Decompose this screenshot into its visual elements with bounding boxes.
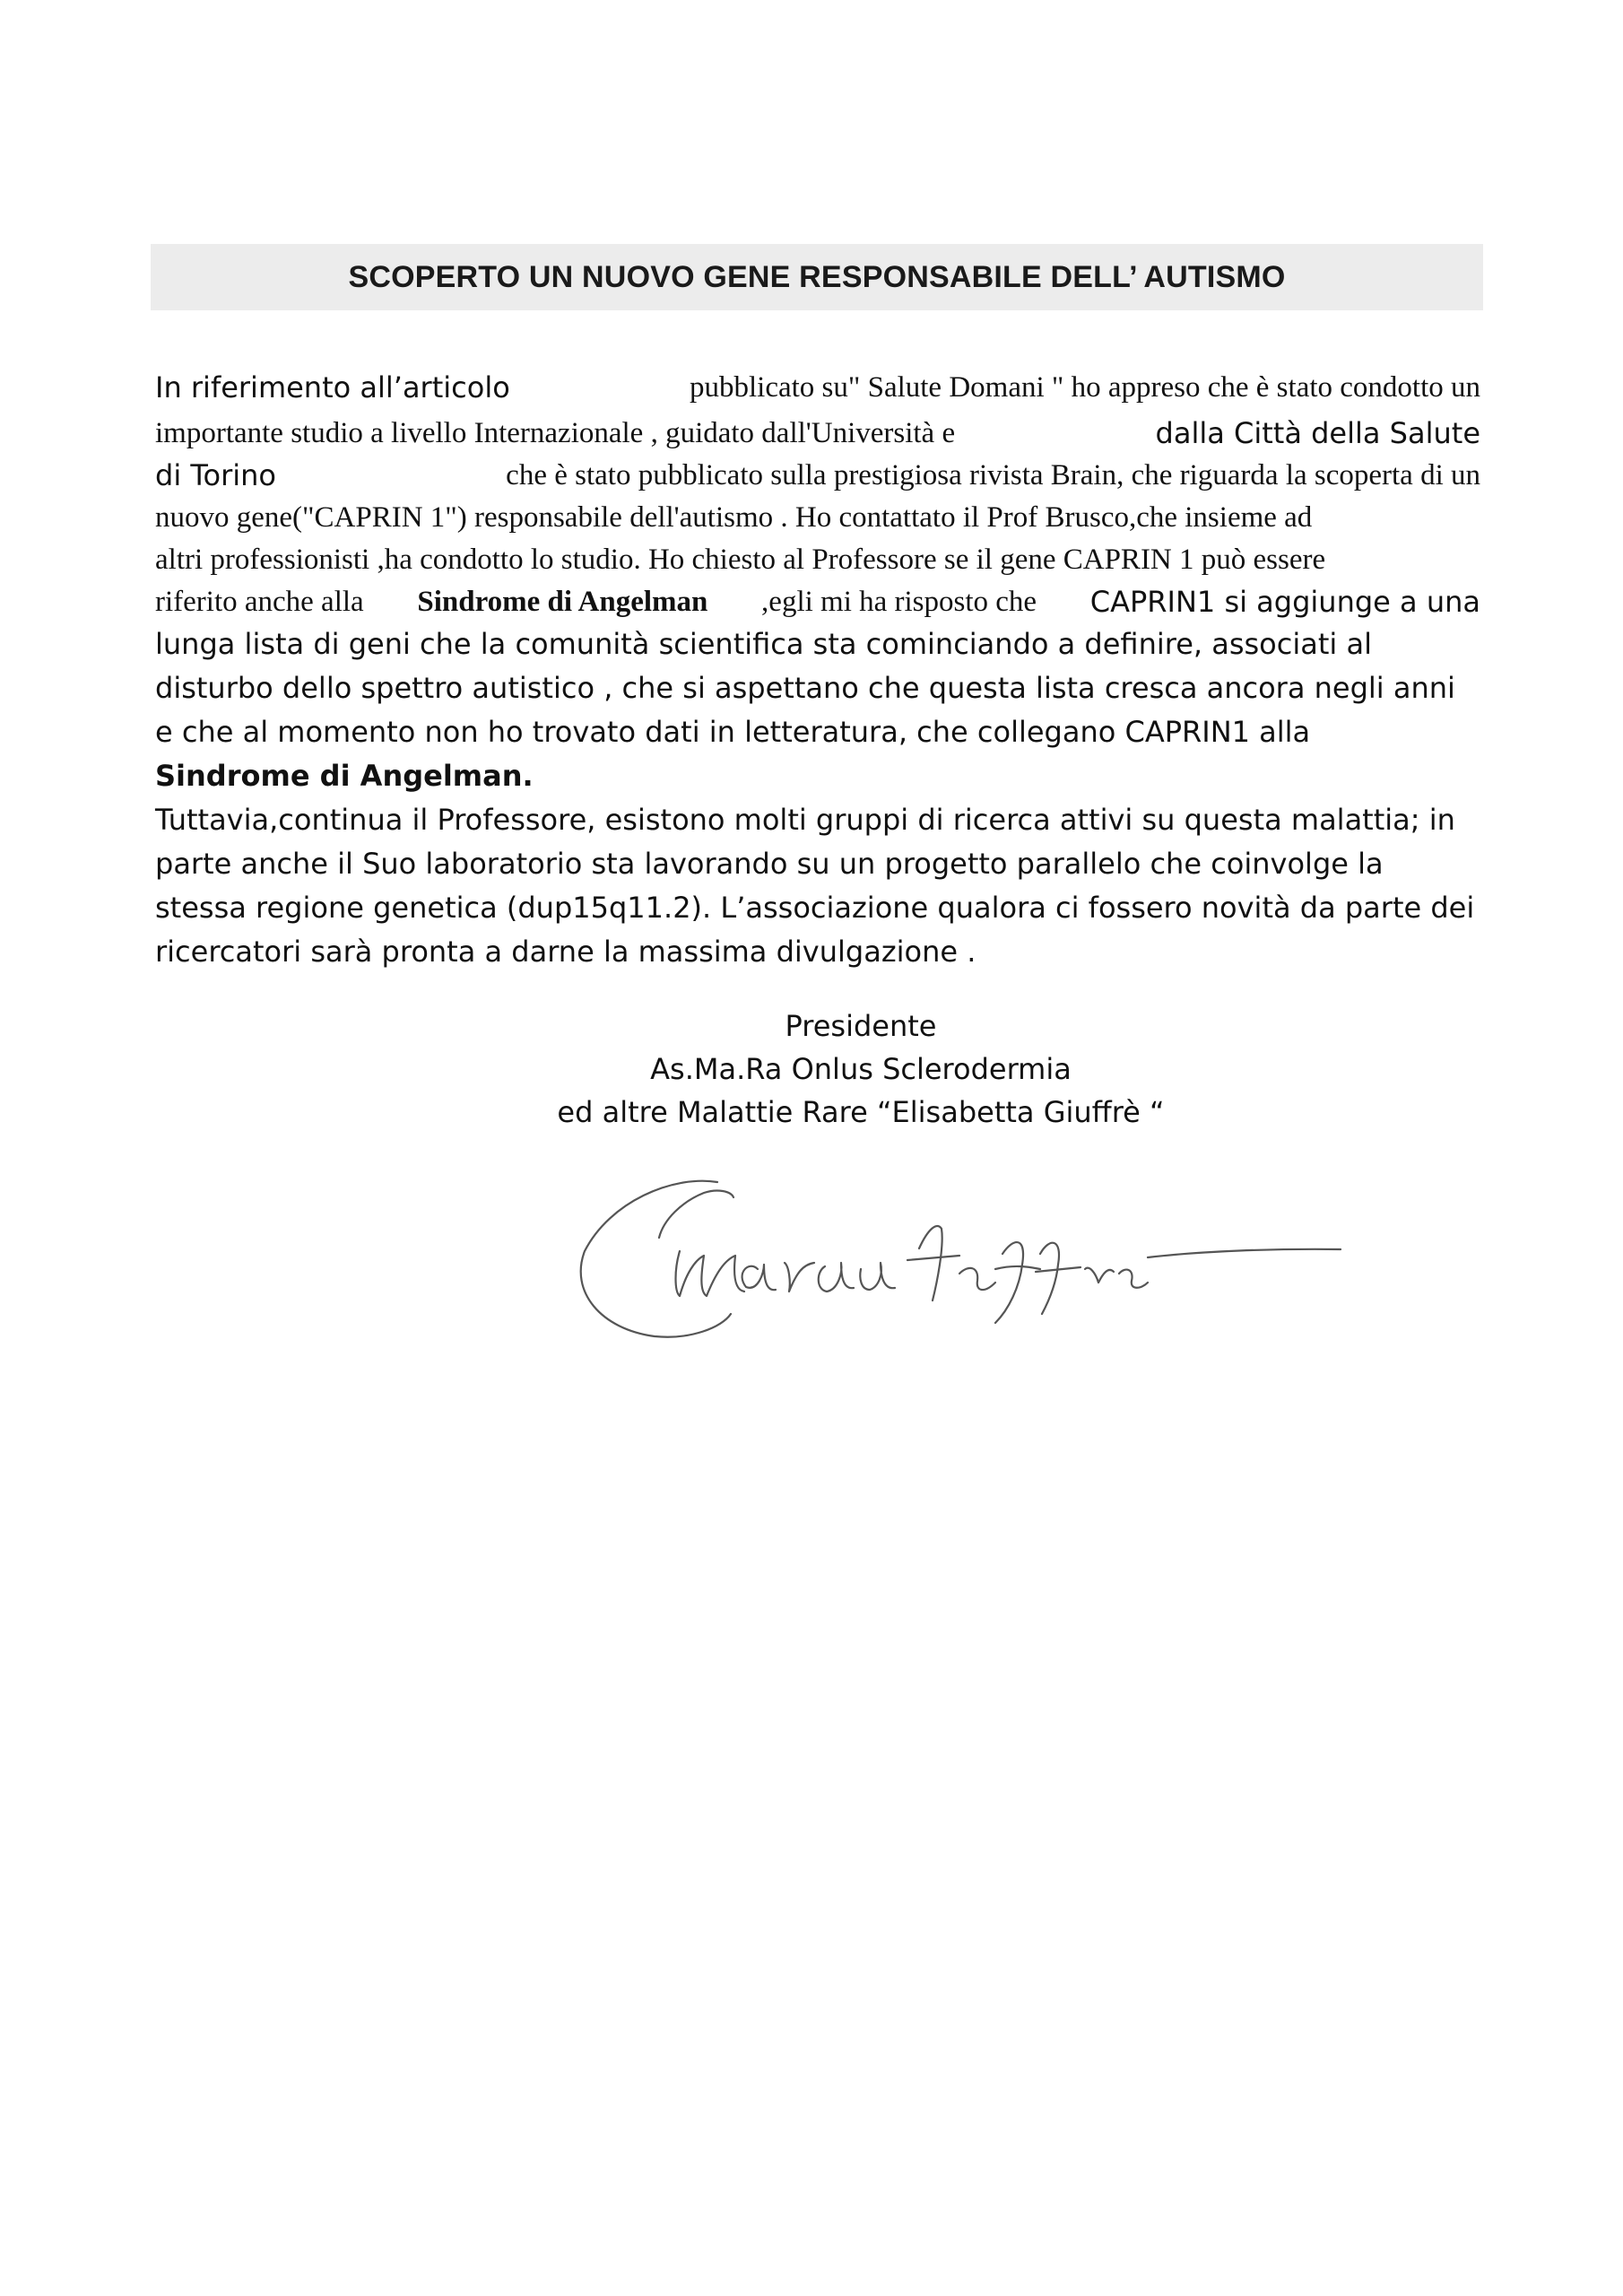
text-run: che è stato pubblicato sulla prestigiosa rivista Brain, che riguarda la scoperta di un (506, 459, 1480, 491)
text-run: ricercatori sarà pronta a darne la massima divulgazione . (155, 935, 976, 969)
paragraph-line (155, 710, 1480, 754)
signatory-role: Presidente (785, 1009, 937, 1043)
text-run: nuovo gene("CAPRIN 1") responsabile dell'autismo . Ho contattato il Prof Brusco,che insieme ad (155, 501, 1313, 534)
paragraph-line (155, 538, 1480, 580)
text-run: importante studio a livello Internazionale , guidato dall'Università e (155, 417, 956, 449)
paragraph-line (155, 798, 1480, 842)
text-run: altri professionisti ,ha condotto lo studio. Ho chiesto al Professore se il gene CAPRIN 1 può essere (155, 544, 1326, 576)
text-run: ,egli mi ha risposto che (761, 586, 1037, 618)
text-run: e che al momento non ho trovato dati in letteratura, che collegano CAPRIN1 alla (155, 715, 1311, 749)
document-title: SCOPERTO UN NUOVO GENE RESPONSABILE DELL’ AUTISMO (348, 259, 1286, 294)
document-body (155, 366, 1480, 974)
text-run: di Torino (155, 458, 276, 492)
paragraph-line (155, 842, 1480, 886)
bold-text-run: Sindrome di Angelman. (155, 759, 534, 793)
paragraph-line (155, 366, 1480, 412)
text-run: CAPRIN1 si aggiunge a una (1089, 585, 1480, 619)
handwritten-signature (574, 1166, 1345, 1345)
paragraph-line (155, 886, 1480, 930)
paragraph-line (155, 496, 1480, 538)
organization-name: As.Ma.Ra Onlus Sclerodermia (650, 1052, 1072, 1086)
text-run: lunga lista di geni che la comunità scientifica sta cominciando a definire, associati al (155, 627, 1372, 661)
text-run: pubblicato su" Salute Domani " ho appreso che è stato condotto un (689, 371, 1480, 404)
paragraph-line (155, 454, 1480, 496)
text-run: riferito anche alla (155, 586, 364, 618)
paragraph-line (155, 622, 1480, 666)
paragraph-line (155, 412, 1480, 454)
text-run: stessa regione genetica (dup15q11.2). L’associazione qualora ci fossero novità da parte dei (155, 891, 1475, 925)
bold-text-run: Sindrome di Angelman (417, 586, 708, 618)
title-band (151, 244, 1483, 310)
text-run: parte anche il Suo laboratorio sta lavorando su un progetto parallelo che coinvolge la (155, 847, 1384, 881)
text-run: Tuttavia,continua il Professore, esistono molti gruppi di ricerca attivi su questa malattia; in (155, 803, 1455, 837)
paragraph-line (155, 930, 1480, 974)
organization-name-continued: ed altre Malattie Rare “Elisabetta Giuffrè “ (557, 1095, 1165, 1129)
text-run: dalla Città della Salute (1155, 416, 1480, 450)
paragraph-line (155, 666, 1480, 710)
paragraph-line (155, 754, 1480, 798)
text-run: disturbo dello spettro autistico , che si aspettano che questa lista cresca ancora negli anni (155, 671, 1455, 705)
signature-block (502, 1004, 1219, 1134)
paragraph-line (155, 580, 1480, 622)
text-run: In riferimento all’articolo (155, 370, 510, 404)
